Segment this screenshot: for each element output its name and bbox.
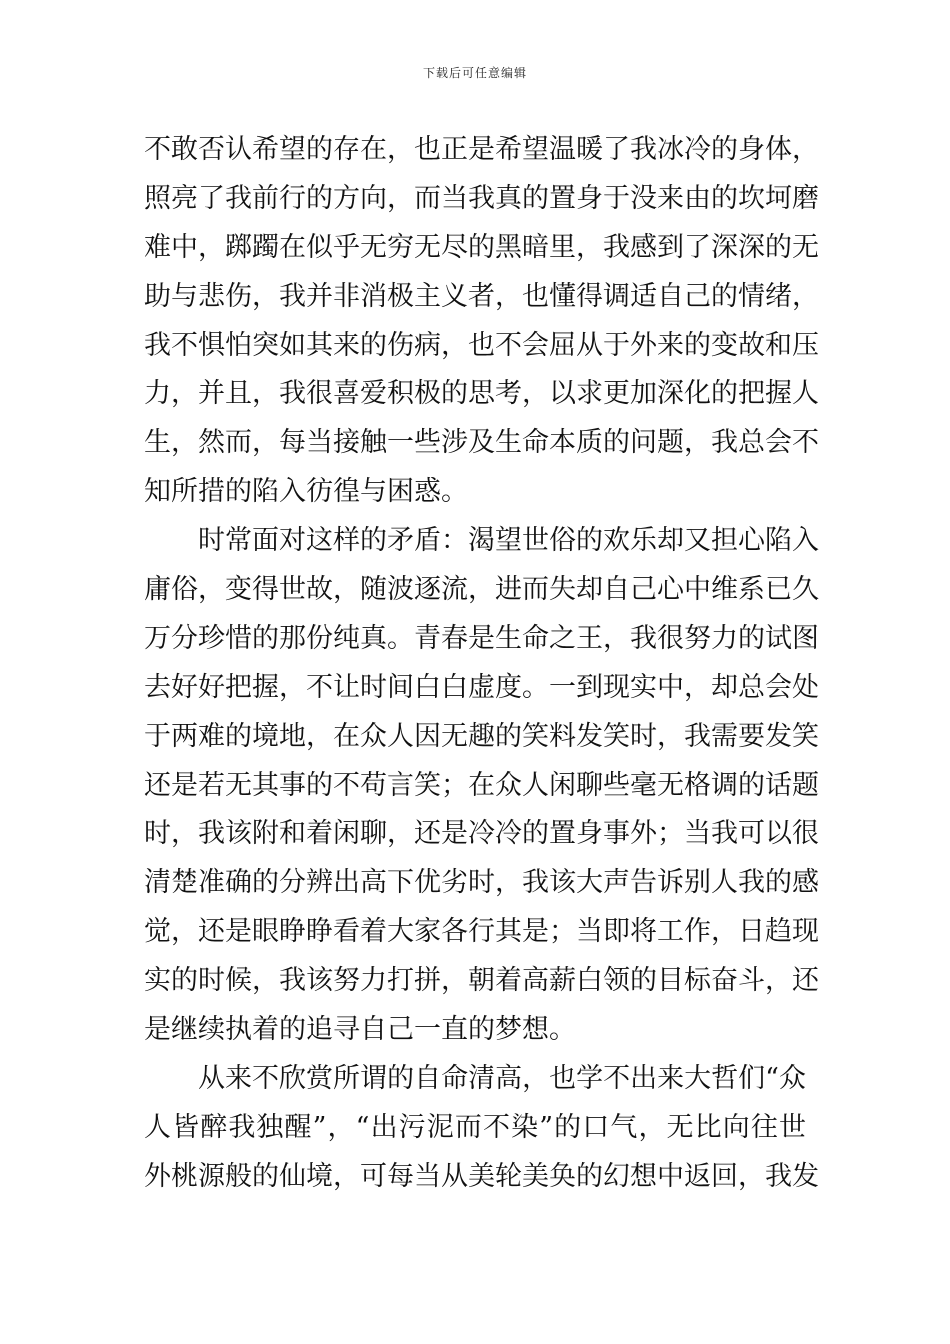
text-line: 力，并且，我很喜爱积极的思考，以求更加深化的把握人 bbox=[144, 378, 819, 410]
text-line: 去好好把握，不让时间白白虚度。一到现实中，却总会处 bbox=[144, 671, 819, 703]
text-line: 还是若无其事的不苟言笑；在众人闲聊些毫无格调的话题 bbox=[144, 769, 819, 801]
text-line: 时常面对这样的矛盾：渴望世俗的欢乐却又担心陷入 bbox=[144, 525, 819, 557]
text-line: 是继续执着的追寻自己一直的梦想。 bbox=[144, 1014, 576, 1046]
text-line: 不敢否认希望的存在，也正是希望温暖了我冰冷的身体， bbox=[144, 134, 819, 165]
text-line: 于两难的境地，在众人因无趣的笑料发笑时，我需要发笑 bbox=[144, 720, 819, 752]
text-line: 清楚准确的分辨出高下优劣时，我该大声告诉别人我的感 bbox=[144, 867, 819, 899]
text-line: 我不惧怕突如其来的伤病，也不会屈从于外来的变故和压 bbox=[144, 329, 819, 361]
header-note: 下载后可任意编辑 bbox=[422, 66, 527, 80]
text-line: 万分珍惜的那份纯真。青春是生命之王，我很努力的试图 bbox=[144, 622, 819, 654]
text-line: 时，我该附和着闲聊，还是冷冷的置身事外；当我可以很 bbox=[144, 818, 819, 850]
text-line: 实的时候，我该努力打拼，朝着高薪白领的目标奋斗，还 bbox=[144, 965, 819, 997]
text-line: 从来不欣赏所谓的自命清高，也学不出来大哲们“众 bbox=[144, 1062, 806, 1094]
text-line: 照亮了我前行的方向，而当我真的置身于没来由的坎坷磨 bbox=[144, 182, 819, 214]
body-text bbox=[144, 126, 819, 1202]
text-line: 助与悲伤，我并非消极主义者，也懂得调适自己的情绪， bbox=[144, 280, 819, 312]
text-line: 外桃源般的仙境，可每当从美轮美奂的幻想中返回，我发 bbox=[144, 1160, 819, 1192]
text-line: 庸俗，变得世故，随波逐流，进而失却自己心中维系已久 bbox=[144, 574, 819, 606]
text-line: 人皆醉我独醒”，“出污泥而不染”的口气，无比向往世 bbox=[144, 1111, 806, 1143]
text-line: 生，然而，每当接触一些涉及生命本质的问题，我总会不 bbox=[144, 427, 819, 459]
text-line: 难中，踯躅在似乎无穷无尽的黑暗里，我感到了深深的无 bbox=[144, 231, 819, 263]
text-line: 觉，还是眼睁睁看着大家各行其是；当即将工作，日趋现 bbox=[144, 916, 819, 948]
text-line: 知所措的陷入彷徨与困惑。 bbox=[144, 476, 468, 508]
